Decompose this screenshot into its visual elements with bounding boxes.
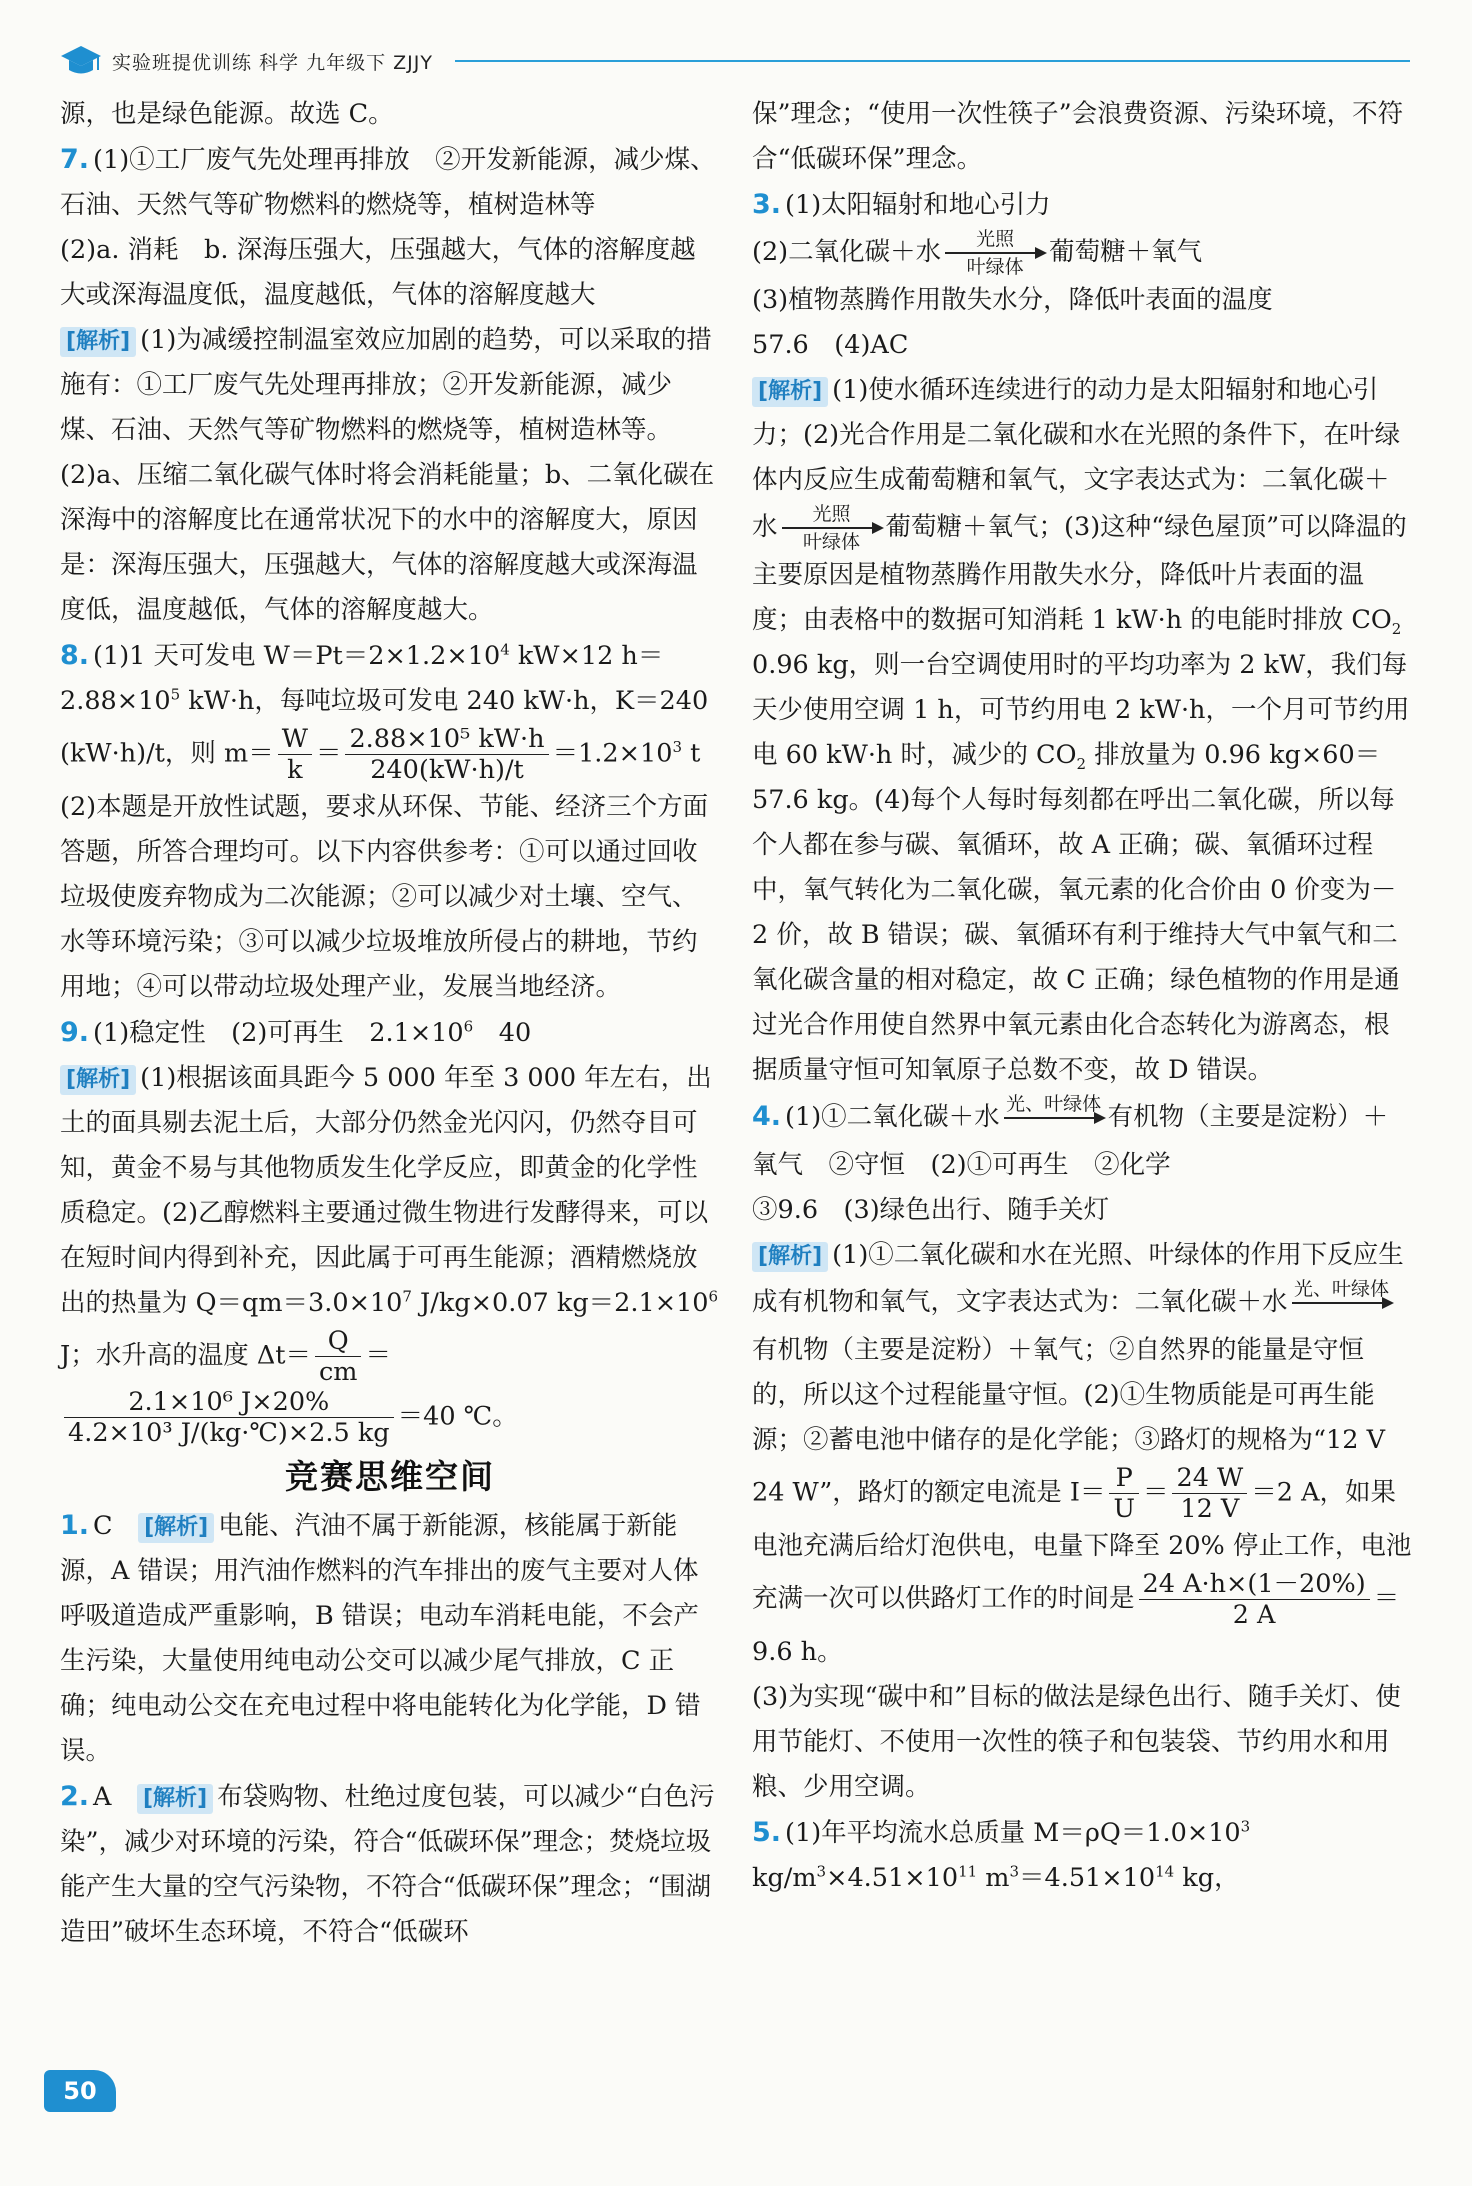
page-header — [60, 42, 1410, 82]
text-line: 源，也是绿色能源。故选 C。 — [60, 99, 394, 129]
reaction-arrow — [945, 228, 1045, 278]
question-number: 4. — [752, 1101, 782, 1132]
arrow-condition: 光照 — [812, 503, 851, 525]
superscript: 6 — [708, 1287, 719, 1306]
text-segment: (2)二氧化碳＋水 — [752, 237, 942, 267]
question-number: 3. — [752, 189, 782, 220]
fraction — [278, 724, 312, 785]
text-line: 保”理念；“使用一次性筷子”会浪费资源、污染环境，不符合“低碳环保”理念。 — [752, 99, 1404, 174]
answer-text: (2)a. 消耗 b. 深海压强大，压强越大，气体的溶解度越大或深海温度低，温度越低，气体的溶解度越大 — [60, 235, 696, 310]
superscript: 7 — [402, 1287, 412, 1306]
text-segment: (1)稳定性 (2)可再生 2.1×10 — [93, 1018, 464, 1048]
text-segment: (1)年平均流水总质量 M＝ρQ＝1.0×10 — [785, 1818, 1241, 1848]
answer-text: (3)为实现“碳中和”目标的做法是绿色出行、随手关灯、使用节能灯、不使用一次性的筷子和包装袋、节约用水和用粮、少用空调。 — [752, 1682, 1401, 1802]
arrow-condition: 叶绿体 — [966, 256, 1024, 278]
text-segment: m — [977, 1863, 1010, 1893]
text-segment: ＝ — [1142, 1477, 1169, 1508]
numerator: 24 W — [1172, 1463, 1247, 1494]
analysis-text: 布袋购物、杜绝过度包装，可以减少“白色污染”，减少对环境的污染，符合“低碳环保”理念；焚烧垃圾能产生大量的空气污染物，不符合“低碳环保”理念；“围湖造田”破坏生态环境，不符合“低碳环 — [60, 1782, 715, 1947]
answer-text: (1)太阳辐射和地心引力 — [785, 190, 1051, 220]
arrow-condition: 光、叶绿体 — [1006, 1093, 1102, 1115]
question-number: 2. — [60, 1781, 90, 1812]
question-number: 1. — [60, 1510, 90, 1541]
numerator: W — [278, 724, 312, 755]
header-title: 实验班提优训练 科学 九年级下 ZJJY — [112, 52, 433, 74]
denominator: 4.2×10³ J/(kg·℃)×2.5 kg — [68, 1418, 390, 1448]
denominator: 240(kW·h)/t — [370, 755, 524, 785]
text-segment: J；水升高的温度 Δt＝ — [60, 1340, 311, 1371]
page-number: 50 — [44, 2070, 116, 2112]
text-segment: 有机物（主要是淀粉）＋氧气；②自然界的能量是守恒的，所以这个过程能量守恒。(2)①生物质能是可再生能源；②蓄电池中储存的是化学能；③路灯的规格为“12 V 24 W”，路灯的额定电流是 I＝ — [752, 1335, 1411, 1508]
contest-question-3 — [752, 182, 1412, 1093]
question-8 — [60, 633, 720, 1010]
superscript: 5 — [170, 685, 181, 704]
question-9: 9. (1)稳定性 (2)可再生 $2.1\times 10^6$ 40 [ 解析 ] (1)根据该面具距今 5 000 年至 3 000 年左右，出土的面具剔去泥土后，大部分仍然金光闪闪，仍然夺目可知，黄金不易与其他物质发生化学反应，即黄金的化学性质稳定。(2)乙醇燃料主要通过微生物进行发酵得来，可以在短时间内得到补充，因此属于可再生能源；酒精燃烧放出的热量为 $Q=qm=3.0\times 10^7$ J/kg×0.07 $kg=2.1\times 10^6$ J；水升高的温度 Δt＝ $\frac{Q}{cm}$ ＝ $\frac{\text{2.1×10⁶ J×20\%}}{\text{4.2×10³ J/(kg·℃)×2.5 kg}}$ ＝40 ℃。 — [60, 1010, 720, 1448]
contest-question-2 — [60, 1774, 720, 1955]
text-segment: ＝1.2×10 — [552, 738, 673, 769]
analysis-text: (1)根据该面具距今 5 000 年至 3 000 年左右，出土的面具剔去泥土后，大部分仍然金光闪闪，仍然夺目可知，黄金不易与其他物质发生化学反应，即黄金的化学性质稳定。(2)乙醇燃料主要通过微生物进行发酵得来，可以在短时间内得到补充，因此属于可再生能源；酒精燃烧放出的热量为 Q＝qm＝3.0×10 — [60, 1063, 712, 1318]
text-segment: 有机物（主要是淀粉）＋氧气 ②守恒 (2)①可再生 ②化学 — [752, 1102, 1389, 1180]
answer-choice: C — [93, 1511, 113, 1541]
text-segment: ×4.51×10 — [826, 1863, 959, 1893]
answer-text: ③9.6 (3)绿色出行、随手关灯 — [752, 1195, 1110, 1225]
text-segment: ＝40 ℃。 — [397, 1401, 518, 1432]
analysis-tag: [ 解析 ] — [137, 1784, 213, 1814]
text-segment: 葡萄糖＋氧气 — [1049, 237, 1203, 267]
fraction — [1109, 1463, 1139, 1524]
text-segment: J/kg×0.07 kg＝2.1×10 — [411, 1288, 709, 1318]
question-number: 5. — [752, 1817, 782, 1848]
text-segment: (1)①二氧化碳＋水 — [785, 1102, 1000, 1132]
answer-choice: A — [93, 1782, 112, 1812]
denominator: U — [1113, 1494, 1135, 1524]
denominator: 12 V — [1180, 1494, 1240, 1524]
superscript: 3 — [816, 1862, 827, 1881]
arrow-condition: 光、叶绿体 — [1294, 1278, 1390, 1300]
answer-text: (1)①工厂废气先处理再排放 ②开发新能源，减少煤、石油、天然气等矿物燃料的燃烧等，植树造林等 — [60, 145, 716, 220]
left-column — [60, 92, 720, 1955]
text-segment: (1)1 天可发电 W＝Pt＝2×1.2×10 — [93, 641, 501, 671]
analysis-tag: [ 解析 ] — [60, 327, 136, 357]
numerator: 2.1×10⁶ J×20% — [64, 1387, 394, 1418]
arrow-condition: 叶绿体 — [803, 531, 861, 553]
text-segment: kg， — [1174, 1863, 1240, 1893]
answer-text: (3)植物蒸腾作用散失水分，降低叶表面的温度 — [752, 285, 1273, 315]
question-number: 9. — [60, 1017, 90, 1048]
fraction — [345, 724, 548, 785]
superscript: 11 — [958, 1862, 978, 1881]
question-number: 7. — [60, 144, 90, 175]
reaction-arrow — [782, 503, 882, 553]
fraction — [1139, 1569, 1370, 1630]
text-segment: kW×12 h＝2.88×10 — [60, 641, 664, 716]
text-segment: 排放量为 0.96 kg×60＝57.6 kg。(4)每个人每时每刻都在呼出二氧化碳，所以每个人都在参与碳、氧循环，故 A 正确；碳、氧循环过程中，氧气转化为二氧化碳，氧元素的化合价由 0 价变为－2 价，故 B 错误；碳、氧循环有利于维持大气中氧气和二氧化碳含量的相对稳定，故 C 正确；绿色植物的作用是通过光合作用使自然界中氧元素由化合态转化为游离态，根据质量守恒可知氧原子总数不变，故 D 错误。 — [752, 740, 1400, 1085]
text-segment: ＝2 A，如果电池充满后给灯泡供电，电量下降至 20% 停止工作，电池充满一次可以供路灯工作的时间是 — [752, 1477, 1412, 1614]
reaction-arrow — [1292, 1278, 1392, 1328]
question-7 — [60, 137, 720, 633]
right-column — [752, 92, 1412, 1901]
fraction — [315, 1326, 361, 1387]
reaction-arrow — [1004, 1093, 1104, 1143]
contest-question-4 — [752, 1093, 1412, 1810]
text-segment: 40 — [473, 1018, 532, 1048]
denominator: k — [287, 755, 303, 785]
text-segment: 葡萄糖＋氧气；(3)这种“绿色屋顶”可以降温的主要原因是植物蒸腾作用散失水分，降低叶片表面的温度；由表格中的数据可知消耗 1 kW·h 的电能时排放 CO — [752, 512, 1407, 635]
numerator: Q — [315, 1326, 361, 1357]
answer-text: (2)本题是开放性试题，要求从环保、节能、经济三个方面答题，所答合理均可。以下内容供参考：①可以通过回收垃圾使废弃物成为二次能源；②可以减少对土壤、空气、水等环境污染；③可以减少垃圾堆放所侵占的耕地，节约用地；④可以带动垃圾处理产业，发展当地经济。 — [60, 792, 709, 1002]
section-title: 竞赛思维空间 — [285, 1457, 495, 1496]
analysis-text: (1)使水循环连续进行的动力是太阳辐射和地心引力；(2)光合作用是二氧化碳和水在光照的条件下，在叶绿体内反应生成葡萄糖和氧气，文字表达式为：二氧化碳＋水 — [752, 375, 1401, 542]
numerator: 24 A·h×(1－20%) — [1139, 1569, 1370, 1600]
subscript: 2 — [1391, 620, 1402, 639]
superscript: 3 — [1009, 1862, 1019, 1881]
contest-question-1 — [60, 1503, 720, 1774]
analysis-tag: [ 解析 ] — [138, 1513, 214, 1543]
superscript: 3 — [672, 738, 682, 756]
text-segment: ＝9.6 h。 — [752, 1583, 1400, 1667]
analysis-tag: [ 解析 ] — [752, 377, 828, 407]
analysis-text: (1)为减缓控制温室效应加剧的趋势，可以采取的措施有：①工厂废气先处理再排放；②开发新能源，减少煤、石油、天然气等矿物燃料的燃烧等，植树造林等。(2)a、压缩二氧化碳气体时将会消耗能量；b、二氧化碳在深海中的溶解度比在通常状况下的水中的溶解度大，原因是：深海压强大，压强越大，气体的溶解度越大或深海温度低，温度越低，气体的溶解度越大。 — [60, 325, 715, 625]
denominator: 2 A — [1232, 1600, 1276, 1630]
analysis-text: (1)①二氧化碳和水在光照、叶绿体的作用下反应生成有机物和氧气，文字表达式为：二氧化碳＋水 — [752, 1240, 1404, 1317]
text-segment: kW·h，每吨垃圾可发电 240 kW·h，K＝240 (kW·h)/t，则 m＝ — [60, 686, 709, 769]
header-rule — [455, 60, 1410, 62]
text-segment: kg/m — [752, 1863, 817, 1893]
fraction — [1172, 1463, 1247, 1524]
text-segment: 0.96 kg，则一台空调使用时的平均功率为 2 kW，我们每天少使用空调 1 h，可节约用电 2 kW·h，一个月可节约用电 60 kW·h 时，减少的 CO — [752, 650, 1410, 770]
text-segment: ＝ — [315, 738, 342, 769]
superscript: 6 — [463, 1017, 474, 1036]
superscript: 4 — [500, 640, 510, 659]
subscript: 2 — [1076, 755, 1087, 774]
superscript: 14 — [1155, 1862, 1175, 1881]
fraction — [64, 1387, 394, 1448]
text-segment: t — [682, 738, 701, 769]
arrow-condition: 光照 — [976, 228, 1015, 250]
analysis-text: 电能、汽油不属于新能源，核能属于新能源，A 错误；用汽油作燃料的汽车排出的废气主要对人体呼吸道造成严重影响，B 错误；电动车消耗电能，不会产生污染，大量使用纯电动公交可以减少尾气排放，C 正确；纯电动公交在充电过程中将电能转化为化学能，D 错误。 — [60, 1511, 701, 1766]
analysis-tag: [ 解析 ] — [60, 1065, 136, 1095]
contest-question-5 — [752, 1810, 1412, 1901]
question-number: 8. — [60, 640, 90, 671]
text-segment: ＝4.51×10 — [1019, 1863, 1156, 1893]
numerator: P — [1109, 1463, 1139, 1494]
answer-text: 57.6 (4)AC — [752, 330, 909, 360]
graduation-cap-icon — [60, 44, 102, 78]
denominator: cm — [319, 1357, 358, 1387]
superscript: 3 — [1240, 1817, 1251, 1836]
numerator: 2.88×10⁵ kW·h — [345, 724, 548, 755]
analysis-tag: [ 解析 ] — [752, 1242, 828, 1272]
